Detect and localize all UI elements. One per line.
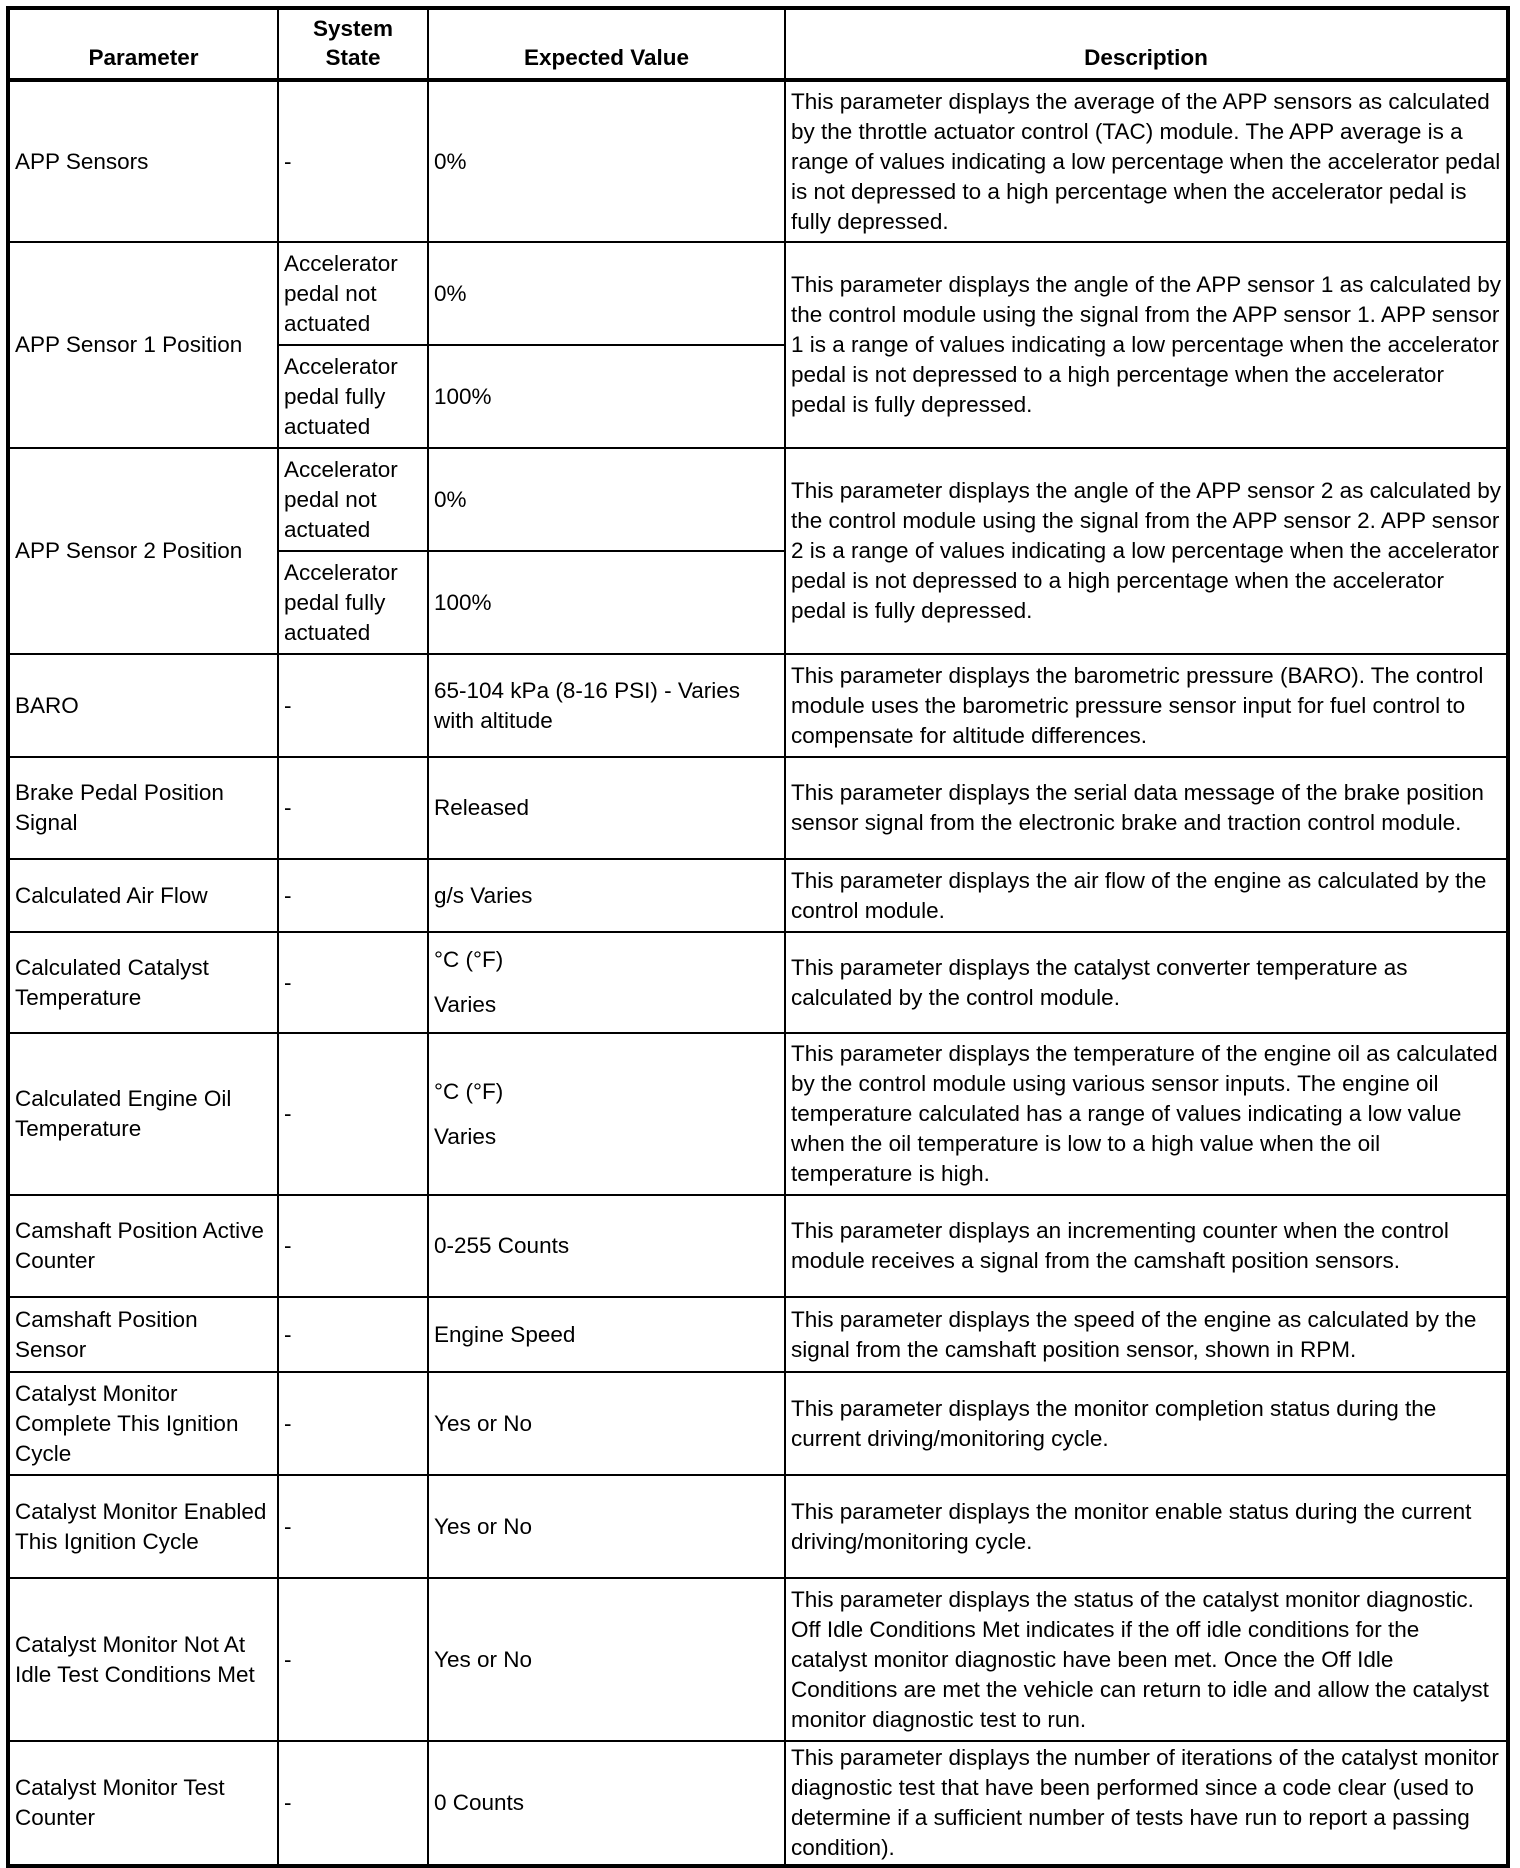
table-row bbox=[8, 1578, 1508, 1741]
system-state-cell: - bbox=[278, 757, 428, 859]
expected-value-cell: 0-255 Counts bbox=[428, 1195, 785, 1297]
description-cell: This parameter displays an incrementing counter when the control module receives a signal from the camshaft position sensors. bbox=[785, 1195, 1508, 1297]
expected-value-unit: °C (°F) bbox=[434, 947, 504, 972]
table-row bbox=[8, 1297, 1508, 1372]
parameter-cell: APP Sensors bbox=[8, 80, 278, 242]
parameter-table bbox=[6, 6, 1510, 1868]
system-state-cell: - bbox=[278, 1297, 428, 1372]
header-row bbox=[8, 8, 1508, 80]
parameter-cell: APP Sensor 1 Position bbox=[8, 242, 278, 448]
table-row bbox=[8, 1741, 1508, 1866]
system-state-cell: Accelerator pedal not actuated bbox=[278, 448, 428, 551]
parameter-cell: Catalyst Monitor Not At Idle Test Conditions Met bbox=[8, 1578, 278, 1741]
table-row bbox=[8, 448, 1508, 551]
description-cell: This parameter displays the speed of the engine as calculated by the signal from the camshaft position sensor, shown in RPM. bbox=[785, 1297, 1508, 1372]
description-cell: This parameter displays the serial data message of the brake position sensor signal from the electronic brake and traction control module. bbox=[785, 757, 1508, 859]
parameter-cell: Camshaft Position Active Counter bbox=[8, 1195, 278, 1297]
description-cell: This parameter displays the angle of the APP sensor 2 as calculated by the control module using the signal from the APP sensor 2. APP sensor 2 is a range of values indicating a low percentage when the accelerator pedal is not depressed to a high percentage when the accelerator pedal is fully depressed. bbox=[785, 448, 1508, 654]
parameter-cell: Calculated Air Flow bbox=[8, 859, 278, 932]
expected-value-cell: Yes or No bbox=[428, 1372, 785, 1475]
parameter-cell: Brake Pedal Position Signal bbox=[8, 757, 278, 859]
expected-value-cell: Yes or No bbox=[428, 1475, 785, 1578]
expected-value-cell bbox=[428, 932, 785, 1033]
description-cell: This parameter displays the barometric pressure (BARO). The control module uses the barometric pressure sensor input for fuel control to compensate for altitude differences. bbox=[785, 654, 1508, 757]
system-state-cell: - bbox=[278, 1033, 428, 1195]
table-row bbox=[8, 1195, 1508, 1297]
expected-value-cell: 0% bbox=[428, 80, 785, 242]
table-row bbox=[8, 757, 1508, 859]
expected-value-cell: Yes or No bbox=[428, 1578, 785, 1741]
table-row bbox=[8, 242, 1508, 345]
description-cell: This parameter displays the number of iterations of the catalyst monitor diagnostic test that have been performed since a code clear (used to determine if a sufficient number of tests have run to report a passing condition). bbox=[785, 1741, 1508, 1866]
header-parameter: Parameter bbox=[8, 8, 278, 80]
expected-value-cell: g/s Varies bbox=[428, 859, 785, 932]
spacer bbox=[434, 975, 779, 990]
system-state-cell: - bbox=[278, 932, 428, 1033]
header-system-state: System State bbox=[278, 8, 428, 80]
system-state-cell: - bbox=[278, 1475, 428, 1578]
expected-value-cell: Released bbox=[428, 757, 785, 859]
system-state-cell: - bbox=[278, 654, 428, 757]
expected-value-cell: 100% bbox=[428, 551, 785, 654]
description-cell: This parameter displays the average of the APP sensors as calculated by the throttle actuator control (TAC) module. The APP average is a range of values indicating a low percentage when the accelerator pedal is not depressed to a high percentage when the accelerator pedal is fully depressed. bbox=[785, 80, 1508, 242]
system-state-cell: - bbox=[278, 1741, 428, 1866]
expected-value-cell bbox=[428, 1033, 785, 1195]
header-description: Description bbox=[785, 8, 1508, 80]
system-state-cell: - bbox=[278, 859, 428, 932]
table-row bbox=[8, 859, 1508, 932]
system-state-cell: - bbox=[278, 1195, 428, 1297]
system-state-cell: - bbox=[278, 80, 428, 242]
expected-value-cell: 0 Counts bbox=[428, 1741, 785, 1866]
description-cell: This parameter displays the air flow of the engine as calculated by the control module. bbox=[785, 859, 1508, 932]
expected-value-cell: 100% bbox=[428, 345, 785, 448]
table-row bbox=[8, 932, 1508, 1033]
spacer bbox=[434, 1107, 779, 1122]
parameter-cell: Catalyst Monitor Complete This Ignition Cycle bbox=[8, 1372, 278, 1475]
system-state-cell: Accelerator pedal fully actuated bbox=[278, 345, 428, 448]
system-state-cell: Accelerator pedal fully actuated bbox=[278, 551, 428, 654]
expected-value-text: Varies bbox=[434, 1123, 497, 1149]
description-cell: This parameter displays the monitor enable status during the current driving/monitoring cycle. bbox=[785, 1475, 1508, 1578]
description-cell: This parameter displays the status of the catalyst monitor diagnostic. Off Idle Conditions Met indicates if the off idle conditions for the catalyst monitor diagnostic have been met. Once the Off Idle Conditions are met the vehicle can return to idle and allow the catalyst monitor diagnostic test to run. bbox=[785, 1578, 1508, 1741]
expected-value-cell: 0% bbox=[428, 242, 785, 345]
table-row bbox=[8, 1033, 1508, 1195]
expected-value-unit: °C (°F) bbox=[434, 1078, 504, 1104]
expected-value-text: Varies bbox=[434, 992, 497, 1017]
parameter-cell: Catalyst Monitor Enabled This Ignition Cycle bbox=[8, 1475, 278, 1578]
expected-value-cell: 65-104 kPa (8-16 PSI) - Varies with altitude bbox=[428, 654, 785, 757]
expected-value-cell: 0% bbox=[428, 448, 785, 551]
system-state-cell: - bbox=[278, 1578, 428, 1741]
system-state-cell: Accelerator pedal not actuated bbox=[278, 242, 428, 345]
parameter-cell: Catalyst Monitor Test Counter bbox=[8, 1741, 278, 1866]
header-expected-value: Expected Value bbox=[428, 8, 785, 80]
description-cell: This parameter displays the monitor completion status during the current driving/monitoring cycle. bbox=[785, 1372, 1508, 1475]
description-cell: This parameter displays the catalyst converter temperature as calculated by the control module. bbox=[785, 932, 1508, 1033]
table-row bbox=[8, 80, 1508, 242]
expected-value-cell: Engine Speed bbox=[428, 1297, 785, 1372]
table-row bbox=[8, 1372, 1508, 1475]
description-cell: This parameter displays the temperature of the engine oil as calculated by the control module using various sensor inputs. The engine oil temperature calculated has a range of values indicating a low value when the oil temperature is low to a high value when the oil temperature is high. bbox=[785, 1033, 1508, 1195]
parameter-cell: APP Sensor 2 Position bbox=[8, 448, 278, 654]
system-state-cell: - bbox=[278, 1372, 428, 1475]
table-row bbox=[8, 1475, 1508, 1578]
parameter-cell: Camshaft Position Sensor bbox=[8, 1297, 278, 1372]
description-cell: This parameter displays the angle of the APP sensor 1 as calculated by the control module using the signal from the APP sensor 1. APP sensor 1 is a range of values indicating a low percentage when the accelerator pedal is not depressed to a high percentage when the accelerator pedal is fully depressed. bbox=[785, 242, 1508, 448]
parameter-cell: BARO bbox=[8, 654, 278, 757]
parameter-cell: Calculated Engine Oil Temperature bbox=[8, 1033, 278, 1195]
table-row bbox=[8, 654, 1508, 757]
parameter-cell: Calculated Catalyst Temperature bbox=[8, 932, 278, 1033]
